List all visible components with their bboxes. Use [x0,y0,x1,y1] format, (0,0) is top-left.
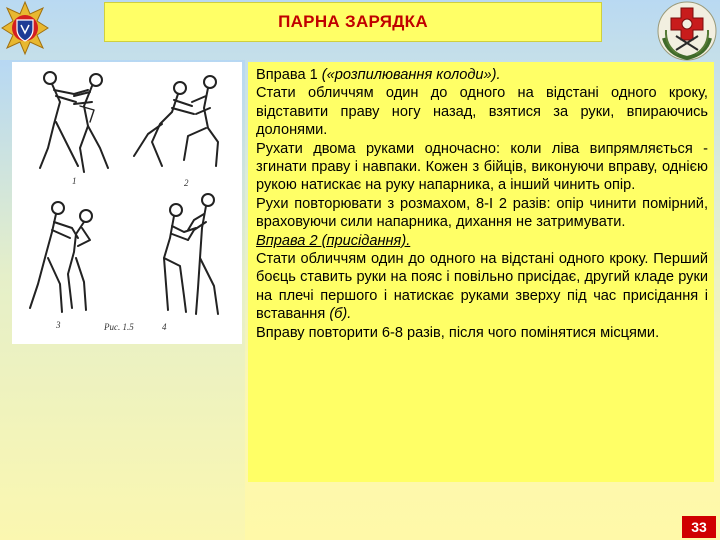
figure-number-1: 1 [72,176,77,186]
exercise2-paragraph-1-main: Стати обличчям один до одного на відстані одного кроку. Перший боєць ставить руки на пояс і повільно присідає, другий кладе руки на плечі першого і натискає руками зверху під час присідання і вставання [256,251,708,323]
emblem-logo-right [656,0,718,62]
figure-number-4: 4 [162,322,167,332]
slide-title: ПАРНА ЗАРЯДКА [278,12,428,31]
figure-caption: Рис. 1.5 [104,322,134,332]
exercise-illustration [12,62,242,344]
exercise1-paragraph-2: Рухати двома руками одночасно: коли ліва випрямляється - згинати праву і навпаки. Кожен з бійців, виконуючи вправу, однією рукою натискає на руку напарника, а інший чинить опір. [256,140,708,194]
figure-number-3: 3 [56,320,61,330]
page-number: 33 [682,516,716,538]
exercise1-heading: Вправа 1 [256,67,318,83]
figure-number-2: 2 [184,178,189,188]
exercise1-paragraph-1: Стати обличчям один до одного на відстані одного кроку, відставити праву ногу назад, взятися за руки, впираючись долонями. [256,85,708,139]
figure-pair-2 [134,76,218,166]
figure-pair-1 [40,72,108,172]
exercise2-paragraph-2: Вправу повторити 6-8 разів, після чого помінятися місцями. [256,324,660,341]
exercise-description [256,66,708,342]
exercise2-paragraph-1-end: (б). [329,306,352,323]
exercise1-paragraph-3: Рухи повторювати з розмахом, 8-І 2 разів: опір чинити помірний, враховуючи сили напарника, дихання не затримувати. [256,195,708,231]
figure-pair-3 [30,202,92,312]
title-bar [104,2,602,42]
exercise2-paragraph-1 [256,250,708,324]
figure-pair-4 [164,194,218,314]
exercise2-heading: Вправа 2 (присідання). [256,232,411,249]
exercise1-name: («розпилювання колоди»). [317,67,501,83]
emblem-logo-left [0,0,50,56]
exercise1-title [256,66,708,84]
